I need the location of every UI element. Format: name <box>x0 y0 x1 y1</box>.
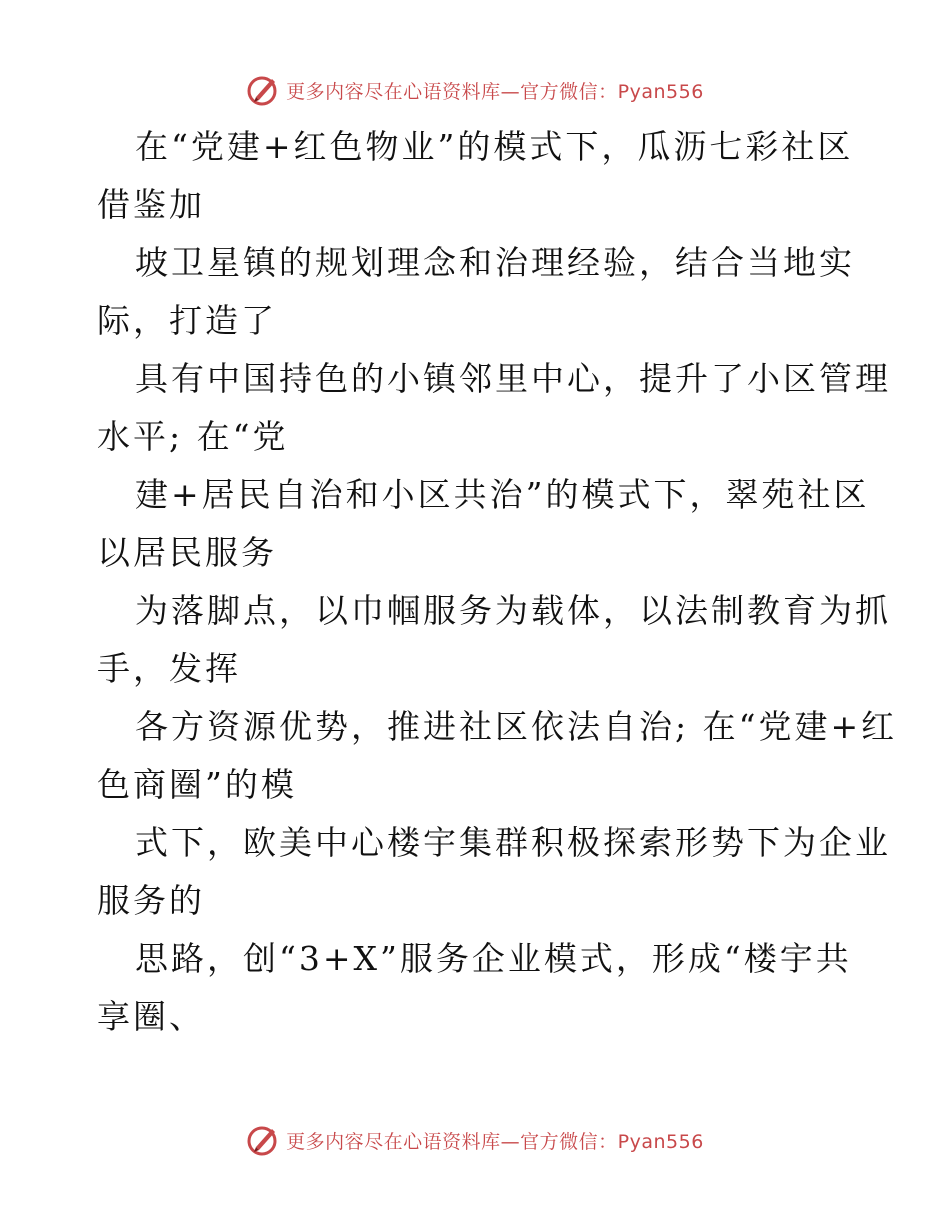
footer-banner-text: 更多内容尽在心语资料库—官方微信：Pyan556 <box>286 1130 704 1153</box>
body-line: 水平; 在“党 <box>97 417 289 456</box>
body-line: 服务的 <box>97 881 205 920</box>
body-line: 坡卫星镇的规划理念和治理经验，结合当地实 <box>135 243 855 282</box>
body-line: 色商圈”的模 <box>97 765 297 804</box>
header-banner-text: 更多内容尽在心语资料库—官方微信：Pyan556 <box>286 80 704 103</box>
body-line: 为落脚点，以巾帼服务为载体，以法制教育为抓 <box>135 591 891 630</box>
body-line: 享圈、 <box>97 997 205 1036</box>
red-circle-pen-logo-icon <box>246 73 280 107</box>
body-line: 际，打造了 <box>97 301 277 340</box>
body-line: 以居民服务 <box>97 533 277 572</box>
body-text <box>97 118 898 1046</box>
body-line: 思路，创“3+X”服务企业模式，形成“楼宇共 <box>135 939 852 978</box>
body-line: 各方资源优势，推进社区依法自治; 在“党建+红 <box>135 707 898 746</box>
body-line: 借鉴加 <box>97 185 205 224</box>
footer-banner <box>0 1120 950 1160</box>
body-line: 手，发挥 <box>97 649 241 688</box>
body-line: 建+居民自治和小区共治”的模式下，翠苑社区 <box>135 475 870 514</box>
header-banner <box>0 70 950 110</box>
body-line: 在“党建+红色物业”的模式下，瓜沥七彩社区 <box>135 127 854 166</box>
body-line: 具有中国持色的小镇邻里中心，提升了小区管理 <box>135 359 891 398</box>
red-circle-pen-logo-icon <box>246 1123 280 1157</box>
body-line: 式下，欧美中心楼宇集群积极探索形势下为企业 <box>135 823 891 862</box>
